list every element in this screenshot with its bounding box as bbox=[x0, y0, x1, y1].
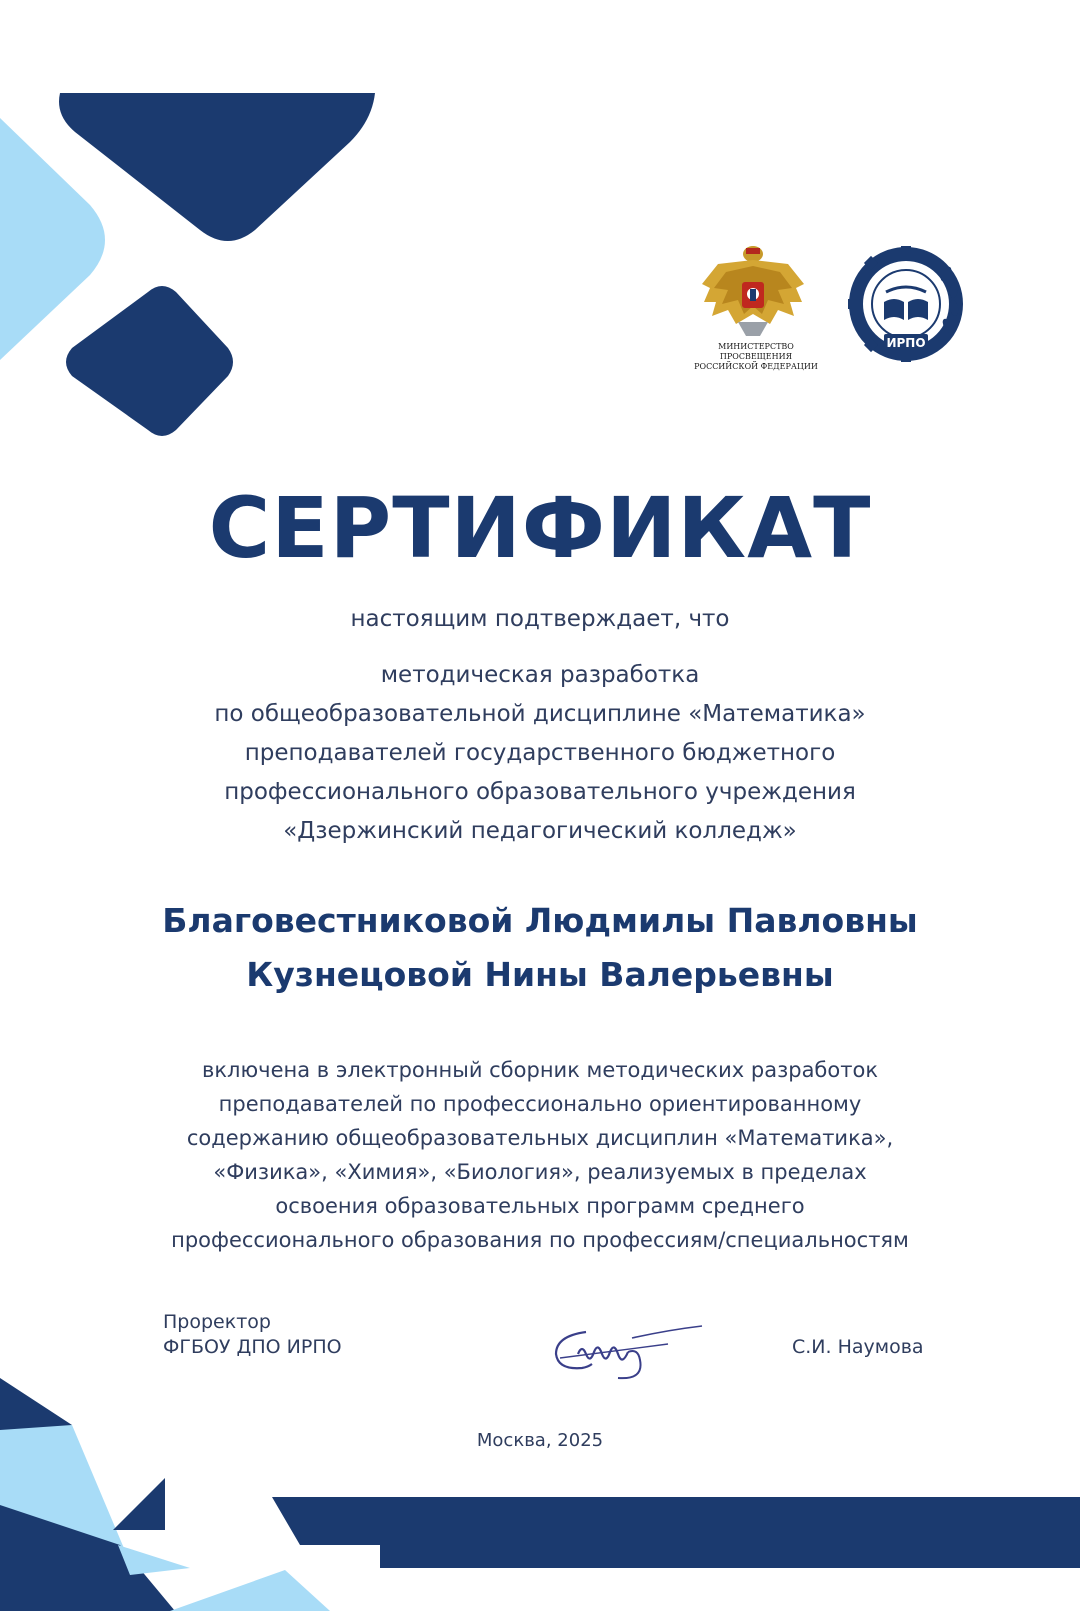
body-line: содержанию общеобразовательных дисциплин «Математика», bbox=[186, 1126, 894, 1150]
description-line: профессионального образовательного учреждения bbox=[224, 779, 856, 805]
top-navy-triangle bbox=[59, 93, 375, 241]
ministry-caption-line: РОССИЙСКОЙ ФЕДЕРАЦИИ bbox=[694, 362, 818, 371]
ipro-label: ИРПО bbox=[886, 336, 926, 350]
signer-role-line: Проректор bbox=[163, 1311, 271, 1333]
body-line: профессионального образования по профессиям/специальностям bbox=[171, 1228, 909, 1252]
navy-diamond bbox=[66, 286, 233, 436]
certificate-body bbox=[100, 1053, 980, 1257]
description-line: «Дзержинский педагогический колледж» bbox=[283, 818, 797, 844]
signer-name: С.И. Наумова bbox=[792, 1336, 924, 1358]
description-line: преподавателей государственного бюджетного bbox=[244, 740, 836, 766]
handwritten-signature-icon bbox=[548, 1318, 708, 1384]
body-line: преподавателей по профессионально ориентированному bbox=[218, 1092, 862, 1116]
body-line: освоения образовательных программ среднего bbox=[275, 1194, 805, 1218]
double-headed-eagle-icon bbox=[698, 244, 808, 340]
city-year: Москва, 2025 bbox=[476, 1430, 604, 1451]
signer-role-line: ФГБОУ ДПО ИРПО bbox=[163, 1336, 342, 1358]
bottom-navy-band bbox=[272, 1497, 1080, 1568]
ministry-caption bbox=[686, 342, 826, 372]
certificate-description bbox=[90, 656, 990, 851]
description-line: методическая разработка bbox=[380, 662, 700, 688]
bottom-small-navy-triangle bbox=[113, 1478, 165, 1530]
recipient-name: Кузнецовой Нины Валерьевны bbox=[246, 955, 834, 994]
recipient-name: Благовестниковой Людмилы Павловны bbox=[162, 901, 918, 940]
ministry-caption-line: МИНИСТЕРСТВО ПРОСВЕЩЕНИЯ bbox=[718, 342, 794, 361]
body-line: включена в электронный сборник методических разработок bbox=[202, 1058, 878, 1082]
description-line: по общеобразовательной дисциплине «Математика» bbox=[214, 701, 866, 727]
bottom-light-shape bbox=[170, 1570, 330, 1611]
certificate-title: СЕРТИФИКАТ bbox=[208, 479, 872, 577]
signer-role bbox=[163, 1310, 342, 1360]
gear-book-laurel-icon bbox=[846, 244, 966, 364]
body-line: «Физика», «Химия», «Биология», реализуемых в пределах bbox=[213, 1160, 867, 1184]
top-left-light-blue-shape bbox=[0, 118, 105, 360]
recipient-names bbox=[90, 894, 990, 1002]
bottom-light-strip bbox=[118, 1545, 190, 1575]
certificate-intro: настоящим подтверждает, что bbox=[350, 606, 730, 632]
